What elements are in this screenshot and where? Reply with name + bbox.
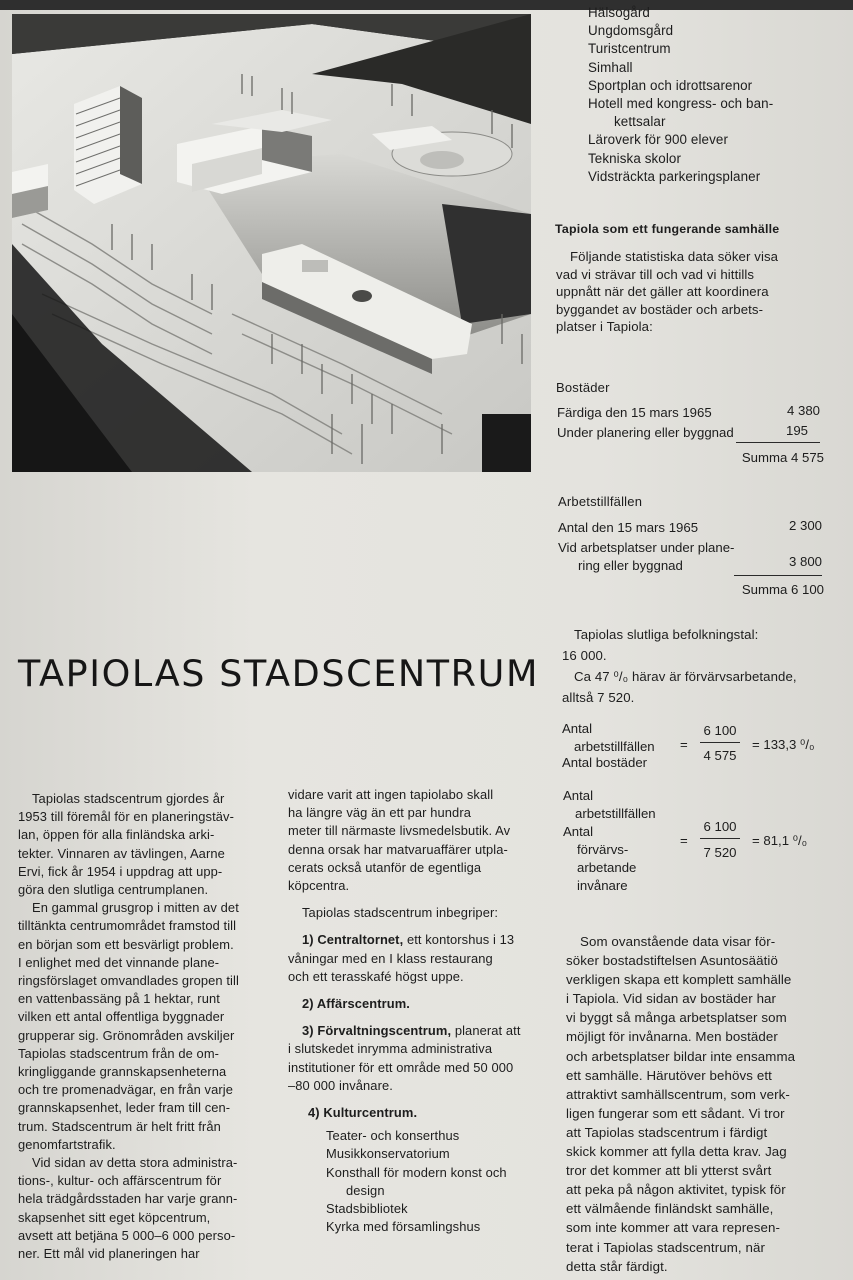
text-line: arbetstillfällen (575, 806, 656, 821)
jobs-row-label: Antal den 15 mars 1965 (558, 520, 699, 535)
paragraph-gap (288, 895, 550, 904)
text-line: Antal (563, 788, 594, 803)
list-item: Turistcentrum (588, 41, 671, 57)
text-line: hela trädgårdsstaden har varje grann- (18, 1191, 238, 1207)
text-line: tekter. Vinnaren av tävlingen, Aarne (18, 845, 225, 861)
ratio1-result: = 133,3 ⁰/₀ (752, 737, 815, 752)
ratio1-denominator: 4 575 (703, 748, 737, 763)
text-line: Tapiolas stadscentrum inbegriper: (302, 905, 499, 921)
text-line: arbetstillfällen (574, 739, 655, 754)
text-line: meter till närmaste livsmedelsbutik. Av (288, 823, 511, 839)
text-line: En gammal grusgrop i mitten av det (32, 900, 239, 916)
text-line (288, 1104, 550, 1122)
community-heading: Tapiola som ett fungerande samhälle (555, 222, 780, 236)
text-line: köpcentra. (288, 878, 350, 894)
ratio1-label-top (562, 720, 655, 756)
list-item: Tekniska skolor (588, 150, 682, 166)
text-line: grannskapsenhet, leder fram till cen- (18, 1100, 231, 1116)
text-line: i slutskedet inrymma administrativa (288, 1041, 493, 1057)
text-line: ringsförslaget omvandlades gropen till (18, 973, 239, 989)
text-line (288, 995, 550, 1013)
text-line: avsett att betjäna 5 000–6 000 perso- (18, 1227, 236, 1243)
text-line: i Tapiola. Vid sidan av bostäder har (566, 991, 777, 1007)
text-line: kringliggande grannskapsenheterna (18, 1064, 227, 1080)
text-line: göra den slutliga centrumplanen. (18, 882, 209, 898)
item-heading: 4) Kulturcentrum. (308, 1105, 418, 1121)
fraction-bar (700, 838, 740, 839)
text-line: ligen fungerar som ett sådant. Vi tror (566, 1105, 785, 1121)
list-item: Hälsogård (588, 5, 650, 20)
text-line: tions-, kultur- och affärscentrum för (18, 1173, 222, 1189)
text-line: Ervi, fick år 1954 i uppdrag att upp- (18, 863, 223, 879)
text-line: vilken ett antal offentliga byggnader (18, 1009, 225, 1025)
sum-rule (734, 575, 822, 576)
body-column-2 (288, 786, 550, 1236)
text-line: Vid sidan av detta stora administra- (32, 1155, 238, 1171)
text-line: möjligt för invånarna. Men bostäder (566, 1029, 778, 1045)
ratio2-denominator: 7 520 (703, 845, 737, 860)
text-line: ha längre väg än ett par hundra (288, 805, 471, 821)
ratio2-numerator: 6 100 (703, 819, 737, 834)
item-heading: 2) Affärscentrum. (302, 996, 410, 1012)
text-line: Antal (562, 721, 593, 736)
ratio2-label-bottom (563, 823, 636, 895)
text-line: terat i Tapiolas stadscentrum, när (566, 1239, 766, 1255)
text-line: byggandet av bostäder och arbets- (556, 301, 764, 317)
housing-sum: Summa 4 575 (741, 450, 824, 465)
list-item: Musikkonservatorium (326, 1146, 450, 1162)
text-line: och tre promenadvägar, en från varje (18, 1082, 233, 1098)
text-line: 16 000. (562, 648, 607, 663)
text-line: skick kommer att fylla detta krav. Jag (566, 1144, 787, 1160)
text-line: institutioner för ett område med 50 000 (288, 1059, 514, 1075)
text-line: invånare (577, 878, 628, 893)
text-fragment: planerat att (451, 1023, 521, 1039)
paragraph-gap (288, 1095, 550, 1104)
text-line: Antal (563, 824, 594, 839)
housing-row-label: Under planering eller byggnad (557, 425, 734, 440)
jobs-row-label: ring eller byggnad (578, 558, 683, 573)
text-line: som inte kommer att vara represen- (566, 1220, 781, 1236)
text-line: vidare varit att ingen tapiolabo skall (288, 787, 494, 802)
list-item: Stadsbibliotek (326, 1201, 408, 1217)
text-line: Tapiolas stadscentrum gjordes år (32, 791, 225, 806)
fraction-bar (700, 742, 740, 743)
text-line: uppnått när det gäller att koordinera (556, 284, 769, 300)
architectural-model-photo (12, 14, 531, 472)
item-heading: 1) Centraltornet, (302, 932, 404, 948)
text-line: en början som ett besvärligt problem. (18, 936, 234, 952)
housing-heading: Bostäder (556, 380, 610, 395)
sum-rule (736, 442, 820, 443)
ratio2-label-top (563, 787, 656, 823)
text-line: Tapiolas slutliga befolkningstal: (574, 627, 759, 642)
text-line (288, 931, 550, 949)
text-line: ett välmående finländskt samhälle, (566, 1201, 774, 1217)
body-column-1 (18, 790, 272, 1263)
list-item: Teater- och konserthus (326, 1128, 460, 1144)
paragraph-gap (288, 986, 550, 995)
text-line: genomfartstrafik. (18, 1136, 116, 1152)
list-item: Konsthall för modern konst och (326, 1164, 507, 1180)
housing-row-value: 4 380 (786, 403, 820, 418)
ratio1-numerator: 6 100 (703, 723, 737, 738)
text-line: grupperar sig. Grönområden avskiljer (18, 1027, 235, 1043)
text-line: ner. Ett mål vid planeringen har (18, 1246, 200, 1262)
housing-row-label: Färdiga den 15 mars 1965 (557, 405, 712, 420)
list-item: design (346, 1182, 385, 1198)
text-fragment: ett kontorshus i 13 (403, 932, 515, 948)
community-intro (556, 248, 818, 336)
facilities-list (588, 4, 773, 186)
paragraph-gap (288, 1013, 550, 1022)
list-item: kettsalar (614, 114, 666, 130)
ratio2-result: = 81,1 ⁰/₀ (752, 833, 808, 848)
text-line: ett samhälle. Härutöver behövs ett (566, 1067, 772, 1083)
text-line: alltså 7 520. (562, 690, 635, 705)
paragraph-gap (288, 922, 550, 931)
list-item: Hotell med kongress- och ban- (588, 96, 774, 112)
housing-row-value: 195 (785, 423, 808, 438)
text-line: verkligen skapa ett komplett samhälle (566, 972, 792, 988)
jobs-row-value: 3 800 (788, 554, 822, 569)
ratio1-equals: = (680, 737, 688, 752)
text-line: lan, öppen för alla finländska arki- (18, 827, 215, 843)
text-line: denna orsak har matvaruaffärer utpla- (288, 841, 508, 857)
text-line: detta står färdigt. (566, 1258, 668, 1274)
list-item: Ungdomsgård (588, 23, 674, 39)
ratio1-label-bottom: Antal bostäder (562, 755, 648, 770)
text-line: Som ovanstående data visar för- (580, 934, 776, 949)
text-line: förvärvs- (577, 842, 629, 857)
population-text (562, 624, 824, 708)
text-line: en vattenbassäng på 1 hektar, runt (18, 991, 220, 1007)
text-line: att Tapiolas stadscentrum i färdigt (566, 1124, 768, 1140)
text-line: skapsenhet sitt eget köpcentrum, (18, 1209, 211, 1225)
jobs-heading: Arbetstillfällen (558, 494, 643, 509)
text-line: söker bostadstiftelsen Asuntosäätiö (566, 953, 778, 969)
text-line: att peka på någon aktivitet, typisk för (566, 1182, 786, 1198)
text-line: cerats också utanför de egentliga (288, 859, 482, 875)
text-line: tilltänkta centrumområdet framstod till (18, 918, 237, 934)
list-item: Kyrka med församlingshus (326, 1219, 481, 1235)
list-item: Läroverk för 900 elever (588, 132, 728, 148)
text-line: vi byggt så många arbetsplatser som (566, 1010, 787, 1026)
page-title: TAPIOLAS STADSCENTRUM (18, 652, 540, 695)
text-line: våningar med en I klass restaurang (288, 950, 493, 966)
list-item: Simhall (588, 59, 633, 75)
text-line: tror det kommer att bli ytterst svårt (566, 1163, 772, 1179)
text-line: Ca 47 ⁰/₀ härav är förvärvsarbetande, (574, 669, 797, 684)
ratio2-equals: = (680, 833, 688, 848)
jobs-row-label: Vid arbetsplatser under plane- (558, 540, 735, 555)
item-heading: 3) Förvaltningscentrum, (302, 1023, 452, 1039)
text-line: Tapiolas stadscentrum från de om- (18, 1045, 220, 1061)
jobs-sum: Summa 6 100 (741, 582, 824, 597)
text-line: I enlighet med det vinnande plane- (18, 954, 220, 970)
text-line: och ett terasskafé högst uppe. (288, 968, 464, 984)
text-line: platser i Tapiola: (556, 319, 653, 335)
text-line: trum. Stadscentrum är helt fritt från (18, 1118, 221, 1134)
text-line: Följande statistiska data söker visa (570, 249, 779, 264)
text-line: 1953 till föremål för en planeringstäv- (18, 809, 234, 825)
text-line: –80 000 invånare. (288, 1077, 393, 1093)
text-line (288, 1022, 550, 1040)
text-line: och arbetsplatser bildar inte ensamma (566, 1048, 796, 1064)
text-line: arbetande (577, 860, 637, 875)
closing-paragraph (566, 932, 832, 1276)
text-line: vad vi strävar till och vad vi hittills (556, 266, 755, 282)
jobs-row-value: 2 300 (788, 518, 822, 533)
list-item: Sportplan och idrottsarenor (588, 77, 753, 93)
list-item: Vidsträckta parkeringsplaner (588, 168, 761, 184)
text-line: attraktivt samhällscentrum, som verk- (566, 1086, 790, 1102)
